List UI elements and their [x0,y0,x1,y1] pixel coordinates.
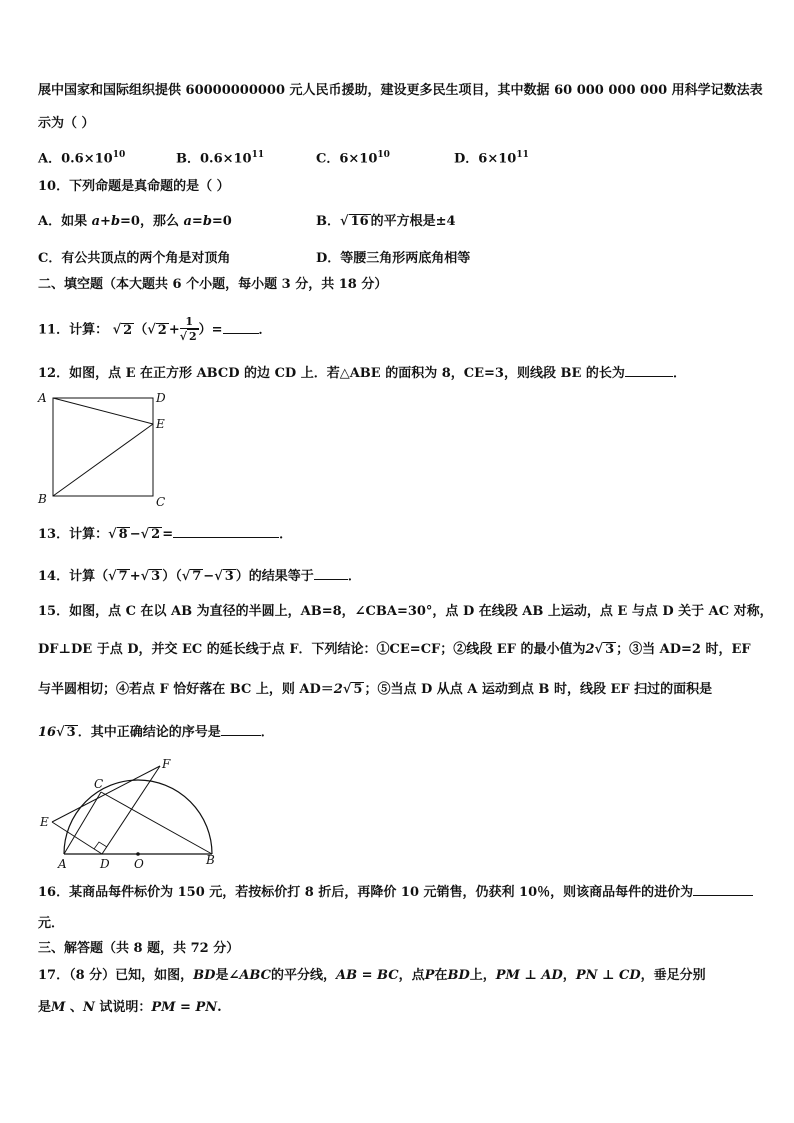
paren: ）（ [162,569,182,584]
q10-option-b[interactable] [316,213,456,231]
q17-text: 试说明： [94,1000,152,1015]
label-a: A [38,391,47,405]
math-expr: M [51,1000,66,1015]
radicand: 3 [66,725,76,740]
label-d: D [156,391,166,405]
label-o: O [134,857,144,871]
q15-text: ；⑤当点 D 从点 A 运动到点 B 时，线段 EF 扫过的面积是 [364,682,713,697]
period: ． [258,322,272,338]
period: ． [260,725,274,740]
radicand: 2 [123,322,133,338]
math-expr: N [82,1000,95,1015]
q15-line1: 15．如图，点 C 在以 AB 为直径的半圆上，AB=8，∠CBA=30°，点 D 在线段 AB 上运动，点 E 与点 D 关于 AC 对称， [38,604,773,619]
segment-ac [64,792,101,854]
q15-text: DF⊥DE 于点 D，并交 EC 的延长线于点 F．下列结论：①CE=CF；②线段 EF 的最小值为 [38,642,586,657]
q17-text: ， [562,968,576,983]
radicand: 7 [118,569,128,584]
radicand: 16 [350,214,369,229]
q11 [38,316,272,344]
operator: + [168,322,180,338]
option-text: =0，那么 [120,214,184,229]
operator: − [129,527,141,542]
coefficient: 2 [333,682,343,697]
q10-option-a[interactable] [38,213,232,231]
operator: + [129,569,141,584]
right-angle-mark [94,842,107,849]
q16-text: 16．某商品每件标价为 150 元，若按标价打 8 折后，再降价 10 元销售，仍获利 10％，则该商品每件的进价为 [38,885,694,900]
option-base: 6×10 [478,151,517,167]
numerator: 1 [180,316,199,329]
paren: （ [134,322,148,338]
radical-sign: √ [594,642,604,657]
option-prefix: B． [316,214,340,229]
segment-ae [53,398,153,424]
q16-line1 [38,883,753,902]
segment-cb [101,792,212,854]
answer-blank[interactable] [173,525,279,538]
q12-stem: 12．如图，点 E 在正方形 ABCD 的边 CD 上．若△ABE 的面积为 8，CE=3，则线段 BE 的长为 [38,366,625,381]
label-b: B [206,853,215,867]
semicircle-figure [34,756,234,872]
label-b: B [38,492,47,506]
q13 [38,525,292,544]
q17-text: 在 [434,968,448,983]
option-base: 0.6×10 [200,151,252,167]
radicand: 2 [157,322,167,338]
math-expr: a+b [91,214,121,229]
period: ． [347,569,361,584]
radicand: 2 [188,330,197,343]
q17-line1 [38,967,706,985]
section2-heading: 二、填空题（本大题共 6 个小题，每小题 3 分，共 18 分） [38,277,388,292]
period: ． [672,366,686,381]
q15-line3 [38,681,712,699]
q17-text: 17．（8 分）已知，如图， [38,968,194,983]
option-base: 6×10 [339,151,378,167]
option-base: 0.6×10 [61,151,113,167]
option-exponent: 10 [112,150,126,160]
option-text: 的平方根是±4 [370,214,456,229]
q10-option-d[interactable]: D．等腰三角形两底角相等 [316,251,471,266]
q9-option-c[interactable] [316,146,390,168]
q9-line2: 示为（ ） [38,116,95,131]
radicand: 7 [192,569,202,584]
q9-option-b[interactable] [176,146,264,168]
q17-text: 的平分线， [271,968,337,983]
q17-text: 是 [215,968,229,983]
radical-sign: √ [181,569,191,584]
coefficient: 2 [585,642,595,657]
operator: − [203,569,215,584]
math-expr: AB = BC [336,968,399,983]
label-c: C [156,495,166,509]
option-exponent: 11 [516,150,529,160]
label-f: F [162,757,171,771]
radical-sign: √ [140,527,150,542]
label-e: E [156,417,165,431]
radical-sign: √ [340,214,349,229]
q17-text: ，垂足分别 [640,968,706,983]
radical-sign: √ [147,322,156,338]
radicand: 3 [605,642,615,657]
segment-be [53,424,153,496]
period: ． [279,527,293,542]
q9-option-a[interactable] [38,146,125,168]
radical-sign: √ [108,569,117,584]
answer-blank[interactable] [221,723,261,736]
radicand: 2 [151,527,161,542]
math-expr: BD [193,968,216,983]
paren: ）= [198,322,223,338]
math-expr: PM ⊥ AD [495,968,563,983]
radical-sign: √ [140,569,150,584]
radical-sign: √ [56,725,65,740]
q14-suffix: ）的结果等于 [235,569,314,584]
answer-blank[interactable] [693,883,753,896]
q17-text: . [217,1000,222,1015]
q17-text: ，点 [398,968,425,983]
square-abcd [53,398,153,496]
q9-line1: 展中国家和国际组织提供 60000000000 元人民币援助，建设更多民生项目，其中数据 60 000 000 000 用科学记数法表 [38,83,763,98]
radicand: 5 [353,682,363,697]
operator: = [162,527,174,542]
denominator: √ 2 [179,330,197,343]
q17-text: 是 [38,1000,52,1015]
q11-prefix: 11．计算： [38,322,109,338]
section3-heading: 三、解答题（共 8 题，共 72 分） [38,941,240,956]
q17-text: 、 [65,1000,83,1015]
q15-line4 [38,723,274,742]
coefficient: 16 [38,725,57,740]
option-exponent: 10 [377,150,390,160]
math-expr: BD [447,968,470,983]
square-figure [34,388,174,510]
option-letter: C． [316,151,340,167]
radical-sign: √ [214,569,223,584]
q15-text: ．其中正确结论的序号是 [77,725,221,740]
radical-sign: √ [108,527,117,542]
radical-sign: √ [112,322,122,338]
q17-text: 上， [469,968,496,983]
q9-option-d[interactable] [454,146,529,168]
radical-sign: √ [342,682,352,697]
option-letter: A． [38,151,62,167]
q16-line2: 元． [38,916,65,931]
math-expr: ∠ABC [228,968,272,983]
answer-blank[interactable] [625,364,673,377]
option-prefix: A．如果 [38,214,92,229]
label-a: A [58,857,67,871]
math-expr: PM = PN [151,1000,218,1015]
option-letter: D． [454,151,479,167]
radicand: 3 [151,569,161,584]
q15-line2 [38,641,751,659]
answer-blank[interactable] [314,567,348,580]
radicand: 3 [224,569,234,584]
segment-df [102,766,160,854]
answer-blank[interactable] [223,321,259,334]
center-point-o [136,852,140,856]
q12-text [38,364,686,383]
label-d: D [100,857,110,871]
radicand: 8 [118,527,128,542]
q15-text: 与半圆相切；④若点 F 恰好落在 BC 上，则 AD＝ [38,682,334,697]
q10-stem: 10．下列命题是真命题的是（ ） [38,179,230,194]
line-ef [52,766,160,822]
q15-text: ；③当 AD=2 时，EF [616,642,751,657]
label-e: E [40,815,49,829]
option-exponent: 11 [251,150,265,160]
q10-option-c[interactable]: C．有公共顶点的两个角是对顶角 [38,251,231,266]
q17-line2 [38,999,222,1017]
option-letter: B． [176,151,200,167]
math-expr: P [424,968,435,983]
segment-ed [52,822,102,854]
q14-prefix: 14．计算（ [38,569,109,584]
fraction [180,316,199,344]
math-expr: PN ⊥ CD [575,968,641,983]
math-expr: a=b [183,214,212,229]
option-text: =0 [211,214,232,229]
q13-prefix: 13．计算： [38,527,109,542]
q14 [38,567,361,586]
label-c: C [94,777,104,791]
